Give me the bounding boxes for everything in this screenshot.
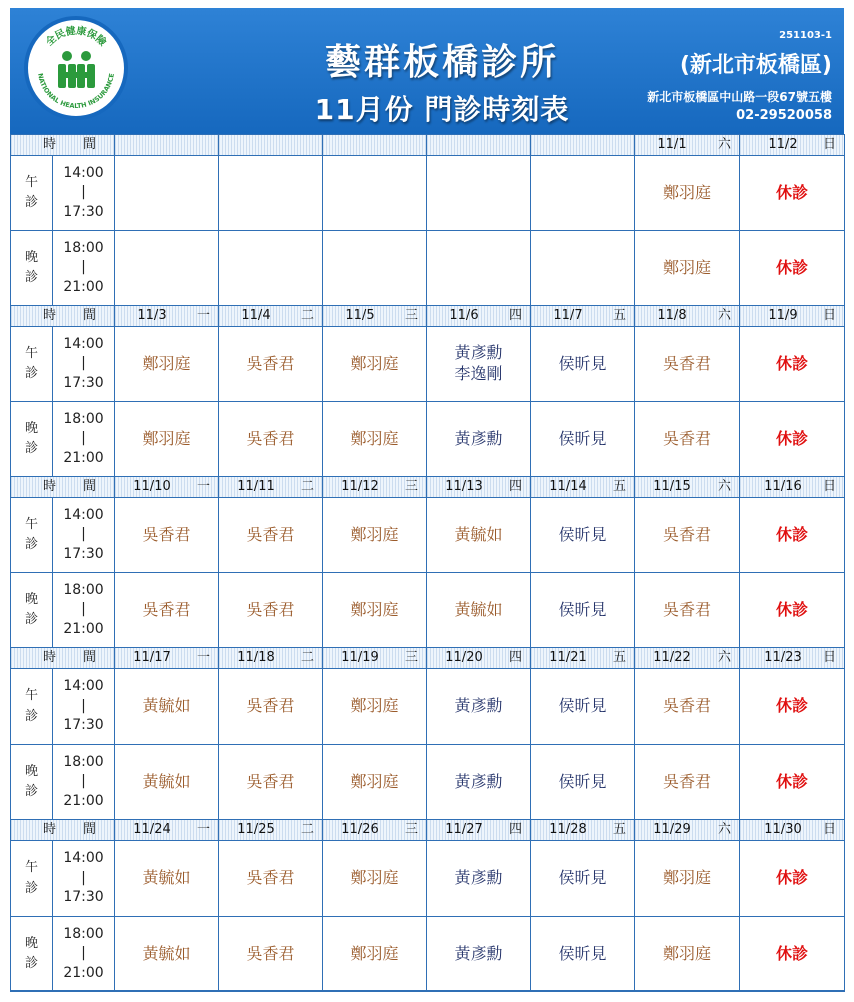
day-header-cell <box>322 647 427 669</box>
district-label: (新北市板橋區) <box>679 53 832 78</box>
doctor-name: 休診 <box>775 353 808 373</box>
time-header-label: 時 <box>43 478 57 494</box>
session-label-cell <box>10 744 53 820</box>
day-header-cell <box>530 476 635 498</box>
session-label: 午 診 <box>24 174 38 210</box>
doctor-name: 吳香君 <box>246 943 295 963</box>
doctor-name: 黃毓如 <box>454 599 503 619</box>
doctor-name: 鄭羽庭 <box>350 599 399 619</box>
schedule-cell <box>322 326 427 402</box>
doctor-name: 吳香君 <box>246 599 295 619</box>
weekday-label: 三 <box>404 307 418 323</box>
doctor-name: 黃毓如 <box>142 696 191 716</box>
session-label-cell <box>10 916 53 992</box>
session-time-cell <box>52 572 115 648</box>
date-label: 11/29 <box>653 821 691 837</box>
schedule-cell <box>530 916 635 992</box>
session-time: 14:00 | 17:30 <box>63 335 104 391</box>
schedule-cell <box>322 230 427 306</box>
doctor-name: 吳香君 <box>246 696 295 716</box>
session-time: 18:00 | 21:00 <box>63 753 104 809</box>
doctor-name: 侯昕見 <box>558 428 607 448</box>
clinic-address: 新北市板橋區中山路一段67號五樓 <box>647 90 832 104</box>
table-bottom-border <box>10 990 844 992</box>
session-label: 晚 診 <box>24 935 38 971</box>
schedule-cell <box>218 744 323 820</box>
schedule-cell <box>634 401 740 477</box>
day-header-cell <box>426 305 531 327</box>
schedule-cell <box>530 840 635 917</box>
schedule-cell <box>322 668 427 745</box>
day-header-cell <box>114 134 219 156</box>
schedule-cell <box>634 916 740 992</box>
schedule-cell <box>114 668 219 745</box>
schedule-cell <box>322 744 427 820</box>
schedule-cell <box>218 668 323 745</box>
time-header-cell <box>10 819 115 841</box>
schedule-cell <box>739 916 845 992</box>
day-header-cell <box>114 476 219 498</box>
session-time: 14:00 | 17:30 <box>63 850 104 906</box>
weekday-label: 六 <box>717 136 731 152</box>
weekday-label: 四 <box>508 307 522 323</box>
date-label: 11/12 <box>341 478 379 494</box>
weekday-label: 日 <box>822 136 836 152</box>
date-label: 11/16 <box>764 478 802 494</box>
schedule-cell <box>634 230 740 306</box>
doctor-name: 吳香君 <box>142 599 191 619</box>
time-header-label: 時 <box>43 307 57 323</box>
date-label: 11/11 <box>237 478 275 494</box>
day-header-cell <box>322 819 427 841</box>
doctor-name: 休診 <box>775 696 808 716</box>
schedule-cell <box>114 840 219 917</box>
session-label-cell <box>10 155 53 231</box>
doctor-name: 鄭羽庭 <box>662 257 711 277</box>
session-time: 14:00 | 17:30 <box>63 678 104 734</box>
weekday-label: 六 <box>717 478 731 494</box>
session-label: 午 診 <box>24 860 38 896</box>
doctor-name: 吳香君 <box>246 771 295 791</box>
time-header-label: 間 <box>83 307 97 323</box>
day-header-cell <box>739 476 845 498</box>
schedule-cell <box>530 326 635 402</box>
schedule-cell <box>426 497 531 573</box>
doctor-name: 侯昕見 <box>558 771 607 791</box>
schedule-cell <box>114 572 219 648</box>
session-label-cell <box>10 497 53 573</box>
schedule-cell <box>114 744 219 820</box>
schedule-cell <box>426 155 531 231</box>
day-header-cell <box>114 305 219 327</box>
weekday-label: 六 <box>717 307 731 323</box>
doctor-name: 鄭羽庭 <box>662 182 711 202</box>
session-time-cell <box>52 840 115 917</box>
session-label: 晚 診 <box>24 591 38 627</box>
session-time: 18:00 | 21:00 <box>63 925 104 981</box>
session-time: 14:00 | 17:30 <box>63 506 104 562</box>
date-label: 11/30 <box>764 821 802 837</box>
schedule-cell <box>634 326 740 402</box>
doctor-name: 侯昕見 <box>558 599 607 619</box>
schedule-cell <box>114 916 219 992</box>
doctor-name: 鄭羽庭 <box>142 353 191 373</box>
date-label: 11/27 <box>445 821 483 837</box>
schedule-cell <box>426 230 531 306</box>
clinic-phone: 02-29520058 <box>736 108 832 123</box>
date-label: 11/28 <box>549 821 587 837</box>
doctor-name: 休診 <box>775 257 808 277</box>
weekday-label: 四 <box>508 478 522 494</box>
weekday-label: 五 <box>612 821 626 837</box>
schedule-cell <box>530 572 635 648</box>
doctor-name: 休診 <box>775 182 808 202</box>
schedule-cell <box>218 840 323 917</box>
schedule-cell <box>739 668 845 745</box>
doctor-name: 吳香君 <box>142 524 191 544</box>
day-header-cell <box>530 305 635 327</box>
date-label: 11/24 <box>133 821 171 837</box>
date-label: 11/25 <box>237 821 275 837</box>
day-header-cell <box>530 134 635 156</box>
schedule-cell <box>114 326 219 402</box>
doctor-name: 吳香君 <box>662 696 711 716</box>
schedule-cell <box>426 572 531 648</box>
schedule-cell <box>530 744 635 820</box>
schedule-cell <box>634 668 740 745</box>
day-header-cell <box>739 819 845 841</box>
date-label: 11/14 <box>549 478 587 494</box>
time-header-label: 時 <box>43 136 57 152</box>
time-header-label: 間 <box>83 649 97 665</box>
session-time-cell <box>52 155 115 231</box>
day-header-cell <box>530 647 635 669</box>
schedule-cell <box>530 668 635 745</box>
date-label: 11/23 <box>764 649 802 665</box>
doctor-name: 黃彥勳 <box>454 771 503 791</box>
date-label: 11/17 <box>133 649 171 665</box>
schedule-cell <box>218 401 323 477</box>
schedule-cell <box>426 840 531 917</box>
doctor-name: 黃彥勳 <box>454 943 503 963</box>
weekday-label: 三 <box>404 478 418 494</box>
day-header-cell <box>739 305 845 327</box>
doctor-name: 鄭羽庭 <box>662 868 711 888</box>
schedule-cell <box>739 326 845 402</box>
weekday-label: 五 <box>612 478 626 494</box>
day-header-cell <box>218 476 323 498</box>
day-header-cell <box>322 134 427 156</box>
doctor-name: 休診 <box>775 943 808 963</box>
doctor-name: 鄭羽庭 <box>142 428 191 448</box>
weekday-label: 四 <box>508 821 522 837</box>
session-time-cell <box>52 916 115 992</box>
doctor-name: 吳香君 <box>662 599 711 619</box>
schedule-cell <box>530 155 635 231</box>
doctor-name: 休診 <box>775 524 808 544</box>
weekday-label: 六 <box>717 649 731 665</box>
day-header-cell <box>426 647 531 669</box>
session-label-cell <box>10 326 53 402</box>
day-header-cell <box>322 305 427 327</box>
doctor-name: 鄭羽庭 <box>350 428 399 448</box>
weekday-label: 三 <box>404 821 418 837</box>
schedule-cell <box>114 230 219 306</box>
date-label: 11/19 <box>341 649 379 665</box>
day-header-cell <box>634 305 740 327</box>
doctor-name: 黃彥勳 <box>454 696 503 716</box>
day-header-cell <box>634 476 740 498</box>
doctor-name: 黃毓如 <box>142 943 191 963</box>
schedule-cell <box>218 326 323 402</box>
date-label: 11/20 <box>445 649 483 665</box>
weekday-label: 二 <box>300 821 314 837</box>
date-label: 11/18 <box>237 649 275 665</box>
time-header-cell <box>10 134 115 156</box>
doctor-name: 侯昕見 <box>558 353 607 373</box>
weekday-label: 一 <box>196 649 210 665</box>
doctor-name: 鄭羽庭 <box>350 771 399 791</box>
doctor-name: 侯昕見 <box>558 868 607 888</box>
doctor-name: 休診 <box>775 428 808 448</box>
day-header-cell <box>218 134 323 156</box>
session-time-cell <box>52 497 115 573</box>
doctor-name: 鄭羽庭 <box>350 524 399 544</box>
schedule-cell <box>218 572 323 648</box>
doctor-name: 鄭羽庭 <box>350 943 399 963</box>
schedule-cell <box>739 230 845 306</box>
schedule-cell <box>426 326 531 402</box>
date-label: 11/4 <box>241 307 271 323</box>
day-header-cell <box>739 647 845 669</box>
doctor-name: 吳香君 <box>662 771 711 791</box>
session-time: 18:00 | 21:00 <box>63 239 104 295</box>
schedule-cell <box>322 155 427 231</box>
doctor-name: 黃彥勳 <box>454 868 503 888</box>
weekday-label: 五 <box>612 307 626 323</box>
session-time: 18:00 | 21:00 <box>63 410 104 466</box>
logo-text-bottom: NATIONAL HEALTH INSURANCE <box>36 72 116 111</box>
schedule-cell <box>322 497 427 573</box>
session-label: 午 診 <box>24 516 38 552</box>
date-label: 11/3 <box>137 307 167 323</box>
doctor-name: 吳香君 <box>246 524 295 544</box>
day-header-cell <box>114 647 219 669</box>
schedule-cell <box>426 916 531 992</box>
weekday-label: 二 <box>300 478 314 494</box>
time-header-cell <box>10 476 115 498</box>
day-header-cell <box>322 476 427 498</box>
schedule-cell <box>530 497 635 573</box>
date-label: 11/1 <box>657 136 687 152</box>
document-code: 251103-1 <box>779 30 832 41</box>
session-time-cell <box>52 668 115 745</box>
weekday-label: 日 <box>822 307 836 323</box>
clinic-title: 藝群板橋診所 <box>324 42 559 83</box>
doctor-name: 鄭羽庭 <box>350 353 399 373</box>
day-header-cell <box>634 819 740 841</box>
schedule-cell <box>322 401 427 477</box>
weekday-label: 四 <box>508 649 522 665</box>
time-header-label: 時 <box>43 649 57 665</box>
session-time-cell <box>52 326 115 402</box>
weekday-label: 日 <box>822 821 836 837</box>
schedule-cell <box>634 497 740 573</box>
day-header-cell <box>634 134 740 156</box>
session-label: 晚 診 <box>24 249 38 285</box>
day-header-cell <box>426 476 531 498</box>
schedule-cell <box>322 572 427 648</box>
logo-text-top: 全民健康保險 <box>44 25 108 49</box>
date-label: 11/8 <box>657 307 687 323</box>
doctor-name: 侯昕見 <box>558 943 607 963</box>
session-label: 午 診 <box>24 688 38 724</box>
day-header-cell <box>426 819 531 841</box>
doctor-name: 鄭羽庭 <box>350 868 399 888</box>
session-time-cell <box>52 230 115 306</box>
session-time: 18:00 | 21:00 <box>63 581 104 637</box>
doctor-name: 黃毓如 <box>142 771 191 791</box>
date-label: 11/9 <box>768 307 798 323</box>
schedule-cell <box>114 497 219 573</box>
day-header-cell <box>218 819 323 841</box>
schedule-cell <box>634 744 740 820</box>
time-header-label: 間 <box>83 136 97 152</box>
schedule-cell <box>739 840 845 917</box>
doctor-name: 鄭羽庭 <box>350 696 399 716</box>
weekday-label: 一 <box>196 478 210 494</box>
schedule-cell <box>218 497 323 573</box>
session-label-cell <box>10 668 53 745</box>
doctor-name: 黃毓如 <box>142 868 191 888</box>
weekday-label: 一 <box>196 307 210 323</box>
date-label: 11/26 <box>341 821 379 837</box>
doctor-name: 吳香君 <box>246 868 295 888</box>
session-label-cell <box>10 401 53 477</box>
doctor-name: 吳香君 <box>246 353 295 373</box>
day-header-cell <box>218 305 323 327</box>
session-time-cell <box>52 401 115 477</box>
day-header-cell <box>530 819 635 841</box>
session-time: 14:00 | 17:30 <box>63 164 104 220</box>
weekday-label: 一 <box>196 821 210 837</box>
schedule-cell <box>634 572 740 648</box>
schedule-subtitle: 11月份 門診時刻表 <box>314 93 570 126</box>
weekday-label: 三 <box>404 649 418 665</box>
schedule-cell <box>426 401 531 477</box>
doctor-name: 侯昕見 <box>558 696 607 716</box>
weekday-label: 五 <box>612 649 626 665</box>
schedule-cell <box>322 916 427 992</box>
schedule-cell <box>634 155 740 231</box>
schedule-cell <box>218 155 323 231</box>
session-label-cell <box>10 572 53 648</box>
date-label: 11/13 <box>445 478 483 494</box>
date-label: 11/7 <box>553 307 583 323</box>
schedule-cell <box>322 840 427 917</box>
time-header-label: 間 <box>83 821 97 837</box>
schedule-cell <box>218 916 323 992</box>
day-header-cell <box>426 134 531 156</box>
date-label: 11/15 <box>653 478 691 494</box>
weekday-label: 二 <box>300 307 314 323</box>
time-header-label: 間 <box>83 478 97 494</box>
doctor-name: 休診 <box>775 771 808 791</box>
day-header-cell <box>218 647 323 669</box>
time-header-label: 時 <box>43 821 57 837</box>
day-header-cell <box>114 819 219 841</box>
doctor-name: 黃毓如 <box>454 524 503 544</box>
schedule-cell <box>739 497 845 573</box>
date-label: 11/5 <box>345 307 375 323</box>
schedule-cell <box>739 401 845 477</box>
schedule-cell <box>530 401 635 477</box>
date-label: 11/10 <box>133 478 171 494</box>
schedule-cell <box>634 840 740 917</box>
session-label: 晚 診 <box>24 763 38 799</box>
doctor-name: 黃彥勳 李逸剛 <box>454 343 503 383</box>
session-time-cell <box>52 744 115 820</box>
day-header-cell <box>634 647 740 669</box>
schedule-cell <box>426 744 531 820</box>
day-header-cell <box>739 134 845 156</box>
doctor-name: 黃彥勳 <box>454 428 503 448</box>
schedule-cell <box>739 572 845 648</box>
doctor-name: 休診 <box>775 868 808 888</box>
date-label: 11/6 <box>449 307 479 323</box>
weekday-label: 六 <box>717 821 731 837</box>
doctor-name: 侯昕見 <box>558 524 607 544</box>
session-label: 晚 診 <box>24 420 38 456</box>
schedule-cell <box>530 230 635 306</box>
weekday-label: 二 <box>300 649 314 665</box>
schedule-cell <box>426 668 531 745</box>
doctor-name: 吳香君 <box>662 353 711 373</box>
schedule-cell <box>739 155 845 231</box>
time-header-cell <box>10 305 115 327</box>
date-label: 11/2 <box>768 136 798 152</box>
schedule-cell <box>114 155 219 231</box>
schedule-cell <box>218 230 323 306</box>
doctor-name: 鄭羽庭 <box>662 943 711 963</box>
date-label: 11/22 <box>653 649 691 665</box>
date-label: 11/21 <box>549 649 587 665</box>
weekday-label: 日 <box>822 649 836 665</box>
time-header-cell <box>10 647 115 669</box>
doctor-name: 吳香君 <box>662 524 711 544</box>
doctor-name: 吳香君 <box>246 428 295 448</box>
schedule-cell <box>114 401 219 477</box>
session-label: 午 診 <box>24 345 38 381</box>
doctor-name: 休診 <box>775 599 808 619</box>
session-label-cell <box>10 230 53 306</box>
schedule-cell <box>739 744 845 820</box>
weekday-label: 日 <box>822 478 836 494</box>
session-label-cell <box>10 840 53 917</box>
doctor-name: 吳香君 <box>662 428 711 448</box>
